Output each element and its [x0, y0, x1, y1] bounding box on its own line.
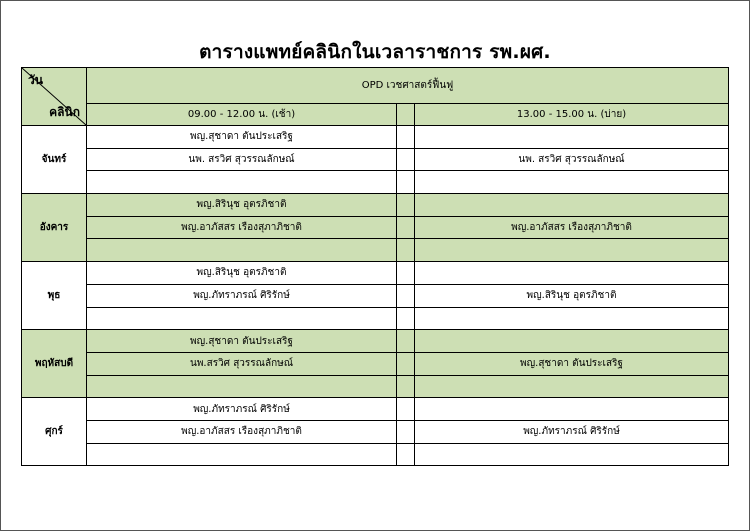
afternoon-doctor-cell: [415, 171, 729, 194]
corner-cell: [22, 68, 87, 126]
spacer-cell: [397, 352, 415, 375]
department-header: OPD เวชศาสตร์ฟื้นฟู: [87, 68, 729, 104]
afternoon-doctor-cell: [415, 398, 729, 421]
afternoon-doctor-cell: [415, 307, 729, 330]
afternoon-doctor-cell: [415, 194, 729, 217]
table-row: [22, 194, 729, 217]
table-row: [22, 239, 729, 262]
afternoon-doctor-cell: [415, 239, 729, 262]
spacer-cell: [397, 398, 415, 421]
spacer-cell: [397, 171, 415, 194]
table-row: [22, 171, 729, 194]
day-cell: อังคาร: [22, 194, 87, 262]
morning-doctor-cell: [87, 443, 397, 466]
table-row: [22, 375, 729, 398]
spacer-cell: [397, 330, 415, 353]
afternoon-doctor-cell: [415, 330, 729, 353]
morning-doctor-cell: พญ.สิรินุช อุตรภิชาติ: [87, 262, 397, 285]
morning-doctor-cell: พญ.ภัทราภรณ์ ศิริรักษ์: [87, 398, 397, 421]
afternoon-doctor-cell: พญ.อาภัสสร เรืองสุภาภิชาติ: [415, 216, 729, 239]
table-row: [22, 330, 729, 353]
table-row: [22, 352, 729, 375]
afternoon-doctor-cell: [415, 262, 729, 285]
spacer-cell: [397, 284, 415, 307]
spacer-cell: [397, 443, 415, 466]
spacer-cell: [397, 126, 415, 149]
spacer-cell: [397, 148, 415, 171]
table-row: [22, 284, 729, 307]
spacer-cell: [397, 420, 415, 443]
morning-doctor-cell: นพ.สรวิศ สุวรรณลักษณ์: [87, 352, 397, 375]
morning-doctor-cell: พญ.สุชาดา ตันประเสริฐ: [87, 330, 397, 353]
afternoon-doctor-cell: [415, 443, 729, 466]
afternoon-doctor-cell: นพ. สรวิศ สุวรรณลักษณ์: [415, 148, 729, 171]
day-cell: ศุกร์: [22, 398, 87, 466]
spacer-cell: [397, 216, 415, 239]
table-row: [22, 443, 729, 466]
spacer-cell: [397, 194, 415, 217]
morning-doctor-cell: [87, 239, 397, 262]
corner-label-clinic: คลินิก: [49, 105, 80, 119]
header-row-department: [22, 68, 729, 104]
morning-doctor-cell: พญ.ภัทราภรณ์ ศิริรักษ์: [87, 284, 397, 307]
afternoon-doctor-cell: [415, 375, 729, 398]
morning-doctor-cell: พญ.อาภัสสร เรืองสุภาภิชาติ: [87, 420, 397, 443]
schedule-table: [21, 67, 729, 466]
spacer-cell: [397, 239, 415, 262]
spacer-cell: [397, 307, 415, 330]
table-row: [22, 307, 729, 330]
afternoon-time-header: 13.00 - 15.00 น. (บ่าย): [415, 104, 729, 126]
morning-doctor-cell: [87, 375, 397, 398]
spacer-header-cell: [397, 104, 415, 126]
table-row: [22, 398, 729, 421]
header-row-time: [22, 104, 729, 126]
morning-doctor-cell: พญ.อาภัสสร เรืองสุภาภิชาติ: [87, 216, 397, 239]
table-row: [22, 216, 729, 239]
morning-doctor-cell: [87, 307, 397, 330]
morning-doctor-cell: พญ.สิรินุช อุตรภิชาติ: [87, 194, 397, 217]
spacer-cell: [397, 262, 415, 285]
afternoon-doctor-cell: [415, 126, 729, 149]
morning-time-header: 09.00 - 12.00 น. (เช้า): [87, 104, 397, 126]
spacer-cell: [397, 375, 415, 398]
morning-doctor-cell: นพ. สรวิศ สุวรรณลักษณ์: [87, 148, 397, 171]
day-cell: พุธ: [22, 262, 87, 330]
day-cell: พฤหัสบดี: [22, 330, 87, 398]
table-row: [22, 126, 729, 149]
page-title: ตารางแพทย์คลินิกในเวลาราชการ รพ.ผศ.: [199, 41, 551, 63]
afternoon-doctor-cell: พญ.สิรินุช อุตรภิชาติ: [415, 284, 729, 307]
morning-doctor-cell: พญ.สุชาดา ตันประเสริฐ: [87, 126, 397, 149]
day-cell: จันทร์: [22, 126, 87, 194]
afternoon-doctor-cell: พญ.ภัทราภรณ์ ศิริรักษ์: [415, 420, 729, 443]
afternoon-doctor-cell: พญ.สุชาดา ตันประเสริฐ: [415, 352, 729, 375]
table-row: [22, 420, 729, 443]
corner-label-day: วัน: [28, 73, 43, 87]
table-row: [22, 148, 729, 171]
table-row: [22, 262, 729, 285]
morning-doctor-cell: [87, 171, 397, 194]
